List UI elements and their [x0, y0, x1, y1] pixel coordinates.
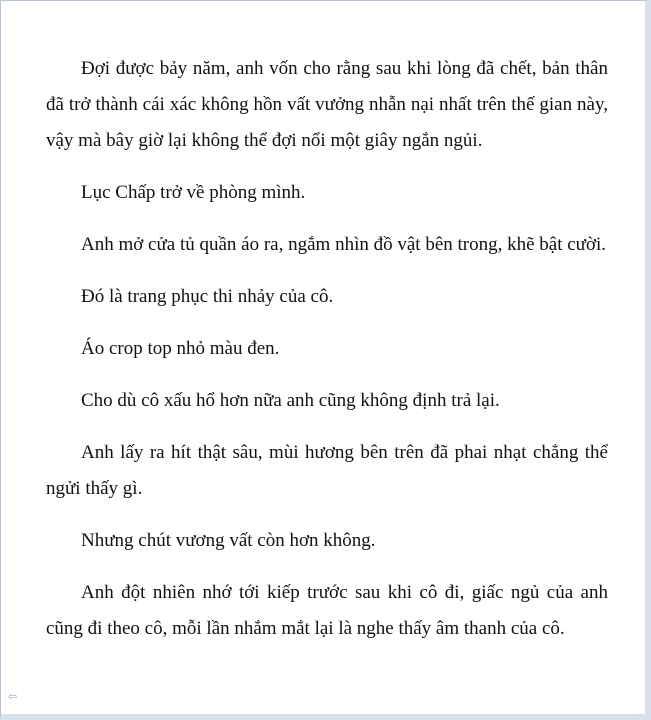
paragraph-9: Anh đột nhiên nhớ tới kiếp trước sau khi cô đi, giấc ngủ của anh cũng đi theo cô, mỗi lần nhắm mắt lại là nghe thấy âm thanh của cô.: [46, 582, 608, 639]
paragraph-4: Đó là trang phục thi nhảy của cô.: [81, 286, 334, 307]
document-page: [1, 1, 646, 715]
paragraph-8: Nhưng chút vương vất còn hơn không.: [81, 530, 376, 551]
paragraph-2: Lục Chấp trở về phòng mình.: [81, 182, 306, 203]
paragraph-1: Đợi được bảy năm, anh vốn cho rằng sau khi lòng đã chết, bản thân đã trở thành cái xác không hồn vất vưởng nhẫn nại nhất trên thế gian này, vậy mà bây giờ lại không thể đợi nổi một giây ngắn ngủi.: [46, 58, 608, 151]
paragraph-7: Anh lấy ra hít thật sâu, mùi hương bên trên đã phai nhạt chẳng thể ngửi thấy gì.: [46, 442, 608, 499]
paragraph-5: Áo crop top nhỏ màu đen.: [81, 338, 280, 359]
paragraph-3: Anh mở cửa tủ quần áo ra, ngắm nhìn đồ vật bên trong, khẽ bật cười.: [81, 234, 607, 255]
back-arrow-icon[interactable]: ⇦: [8, 690, 18, 703]
paragraph-6: Cho dù cô xấu hổ hơn nữa anh cũng không định trả lại.: [81, 390, 500, 411]
